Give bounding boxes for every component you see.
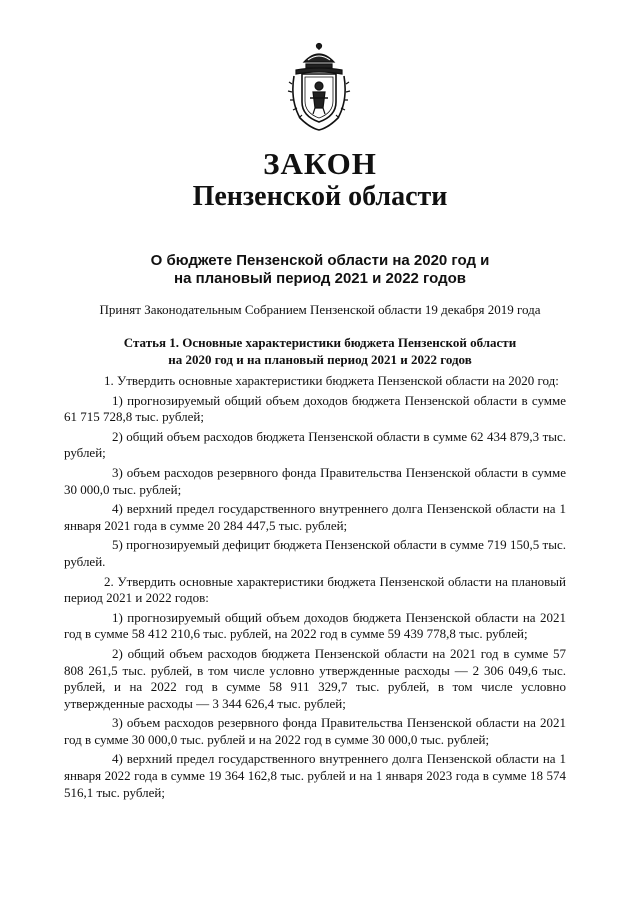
document-type-title: ЗАКОН <box>263 146 377 181</box>
article-heading-line-2: на 2020 год и на плановый период 2021 и 2022 годов <box>168 352 472 367</box>
region-title: Пензенской области <box>192 181 448 212</box>
paragraph-2-item-3: 3) объем расходов резервного фонда Правительства Пензенской области на 2021 год в сумме 30 000,0 тыс. рублей и на 2022 год в сумме 30 000,0 тыс. рублей; <box>64 715 566 747</box>
paragraph-1-item-3: 3) объем расходов резервного фонда Правительства Пензенской области в сумме 30 000,0 тыс. рублей; <box>64 464 566 497</box>
paragraph-2-item-1: 1) прогнозируемый общий объем доходов бюджета Пензенской области на 2021 год в сумме 58 412 210,6 тыс. рублей, на 2022 год в сумме 59 439 778,8 тыс. рублей; <box>64 609 566 642</box>
law-subject-line-1: О бюджете Пензенской области на 2020 год и <box>150 252 490 269</box>
adoption-note: Принят Законодательным Собранием Пензенской области 19 декабря 2019 года <box>99 302 541 317</box>
document-body <box>64 373 566 804</box>
paragraph-1: 1. Утвердить основные характеристики бюджета Пензенской области на 2020 год: <box>104 373 559 388</box>
coat-of-arms-emblem <box>286 40 352 132</box>
paragraph-1-item-5: 5) прогнозируемый дефицит бюджета Пензенской области в сумме 719 150,5 тыс. рублей. <box>64 537 566 569</box>
paragraph-1-item-4: 4) верхний предел государственного внутреннего долга Пензенской области на 1 января 2021 года в сумме 20 284 447,5 тыс. рублей; <box>64 501 566 533</box>
paragraph-2: 2. Утвердить основные характеристики бюджета Пензенской области на плановый период 2021 и 2022 годов: <box>64 573 566 606</box>
article-heading <box>0 334 640 368</box>
law-subject-line-2: на плановый период 2021 и 2022 годов <box>174 270 466 287</box>
law-subject-title <box>0 252 640 288</box>
paragraph-2-item-2: 2) общий объем расходов бюджета Пензенской области на 2021 год в сумме 57 808 261,5 тыс. рублей, в том числе условно утвержденные расходы — 2 306 049,6 тыс. рублей, и на 2022 год в сумме 58 911 329,7 тыс. рублей, в том числе условно утвержденные расходы — 3 344 626,4 тыс. рублей; <box>64 645 566 711</box>
paragraph-1-item-2: 2) общий объем расходов бюджета Пензенской области в сумме 62 434 879,3 тыс. рублей; <box>64 428 566 461</box>
article-heading-line-1: Статья 1. Основные характеристики бюджета Пензенской области <box>123 335 517 350</box>
paragraph-1-item-1: 1) прогнозируемый общий объем доходов бюджета Пензенской области в сумме 61 715 728,8 тыс. рублей; <box>64 392 566 425</box>
paragraph-2-item-4: 4) верхний предел государственного внутреннего долга Пензенской области на 1 января 2022 года в сумме 19 364 162,8 тыс. рублей и на 1 января 2023 года в сумме 18 574 516,1 тыс. рублей; <box>64 751 566 800</box>
